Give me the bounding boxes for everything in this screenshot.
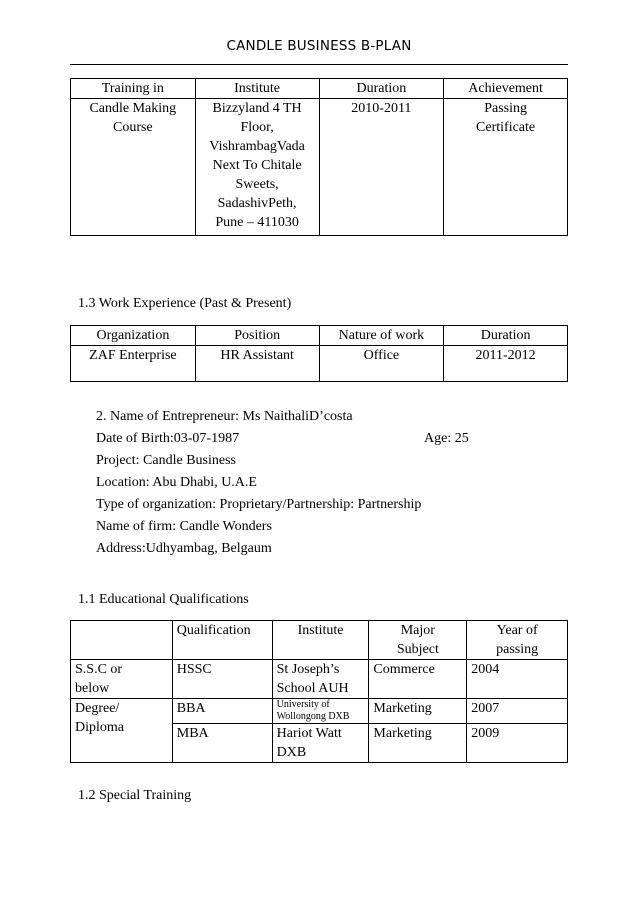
cell-level bbox=[71, 660, 173, 699]
entrepreneur-project: Project: Candle Business bbox=[96, 453, 236, 468]
text-line: Diploma bbox=[75, 720, 124, 735]
text-line: Course bbox=[112, 120, 153, 135]
header-duration: Duration bbox=[319, 79, 444, 99]
edu-section-title: 1.1 Educational Qualifications bbox=[78, 592, 249, 607]
entrepreneur-org-type: Type of organization: Proprietary/Partnership: Partnership bbox=[96, 497, 422, 512]
text-line: passing bbox=[496, 642, 539, 657]
text-line: School AUH bbox=[276, 681, 349, 696]
work-experience-title: 1.3 Work Experience (Past & Present) bbox=[78, 296, 292, 311]
header-position: Position bbox=[195, 326, 319, 346]
page-header-title: CANDLE BUSINESS B-PLAN bbox=[226, 38, 412, 54]
header-major-subject bbox=[369, 621, 467, 660]
cell-major: Marketing bbox=[369, 699, 467, 724]
entrepreneur-dob: Date of Birth:03-07-1987 bbox=[96, 431, 240, 446]
header-level bbox=[71, 621, 173, 660]
text-line: Pune – 411030 bbox=[215, 215, 299, 230]
cell-training bbox=[71, 99, 196, 236]
cell-institute bbox=[195, 99, 319, 236]
text-line: Candle Making bbox=[89, 101, 177, 116]
cell-year: 2007 bbox=[467, 699, 568, 724]
text-line: Subject bbox=[396, 642, 439, 657]
text-line: SadashivPeth, bbox=[217, 196, 297, 211]
special-training-title: 1.2 Special Training bbox=[78, 788, 192, 803]
cell-major: Commerce bbox=[369, 660, 467, 699]
text-line: Passing bbox=[484, 101, 527, 116]
cell-institute bbox=[272, 724, 369, 763]
edu-row-ssc bbox=[71, 660, 568, 699]
text-line: DXB bbox=[276, 745, 307, 760]
entrepreneur-age: Age: 25 bbox=[424, 431, 469, 446]
text-line: Hariot Watt bbox=[276, 726, 342, 741]
cell-major: Marketing bbox=[369, 724, 467, 763]
cell-duration: 2010-2011 bbox=[319, 99, 444, 236]
entrepreneur-firm: Name of firm: Candle Wonders bbox=[96, 519, 272, 534]
cell-year: 2009 bbox=[467, 724, 568, 763]
cell-qualification: HSSC bbox=[172, 660, 272, 699]
cell-institute bbox=[272, 699, 369, 724]
header-training-in: Training in bbox=[71, 79, 196, 99]
edu-table-header-row bbox=[71, 621, 568, 660]
cell-year: 2004 bbox=[467, 660, 568, 699]
work-table-header-row bbox=[71, 326, 568, 346]
header-nature-of-work: Nature of work bbox=[319, 326, 444, 346]
header-qualification: Qualification bbox=[172, 621, 272, 660]
header-institute: Institute bbox=[195, 79, 319, 99]
training-table bbox=[70, 78, 568, 236]
training-table-header-row bbox=[71, 79, 568, 99]
training-table-row bbox=[71, 99, 568, 236]
header-rule bbox=[70, 64, 568, 65]
text-line: Major bbox=[400, 623, 435, 638]
text-line: Bizzyland 4 TH bbox=[212, 101, 302, 116]
cell-position: HR Assistant bbox=[195, 346, 319, 382]
text-line: S.S.C or bbox=[75, 662, 123, 677]
text-line: St Joseph’s bbox=[276, 662, 340, 677]
text-line: Next To Chitale bbox=[212, 158, 302, 173]
entrepreneur-location: Location: Abu Dhabi, U.A.E bbox=[96, 475, 257, 490]
header-institute: Institute bbox=[272, 621, 369, 660]
cell-duration: 2011-2012 bbox=[444, 346, 568, 382]
cell-level bbox=[71, 699, 173, 763]
header-achievement: Achievement bbox=[444, 79, 568, 99]
text-line: Year of bbox=[496, 623, 538, 638]
entrepreneur-name: 2. Name of Entrepreneur: Ms NaithaliD’costa bbox=[96, 409, 353, 424]
text-line: VishrambagVada bbox=[209, 139, 305, 154]
edu-row-bba bbox=[71, 699, 568, 724]
text-line: below bbox=[75, 681, 110, 696]
text-line: University of bbox=[276, 699, 330, 710]
cell-achievement bbox=[444, 99, 568, 236]
header-duration: Duration bbox=[444, 326, 568, 346]
text-line: Wollongong DXB bbox=[276, 711, 350, 722]
cell-organization: ZAF Enterprise bbox=[71, 346, 196, 382]
text-line: Degree/ bbox=[75, 701, 120, 716]
text-line: Floor, bbox=[240, 120, 274, 135]
entrepreneur-address: Address:Udhyambag, Belgaum bbox=[96, 541, 272, 556]
header-year-of-passing bbox=[467, 621, 568, 660]
header-organization: Organization bbox=[71, 326, 196, 346]
cell-qualification: MBA bbox=[172, 724, 272, 763]
cell-nature-of-work: Office bbox=[319, 346, 444, 382]
cell-institute bbox=[272, 660, 369, 699]
text-line: Certificate bbox=[476, 120, 536, 135]
work-table-row bbox=[71, 346, 568, 382]
work-experience-table bbox=[70, 325, 568, 382]
cell-qualification: BBA bbox=[172, 699, 272, 724]
text-line: Sweets, bbox=[235, 177, 279, 192]
education-table bbox=[70, 620, 568, 763]
